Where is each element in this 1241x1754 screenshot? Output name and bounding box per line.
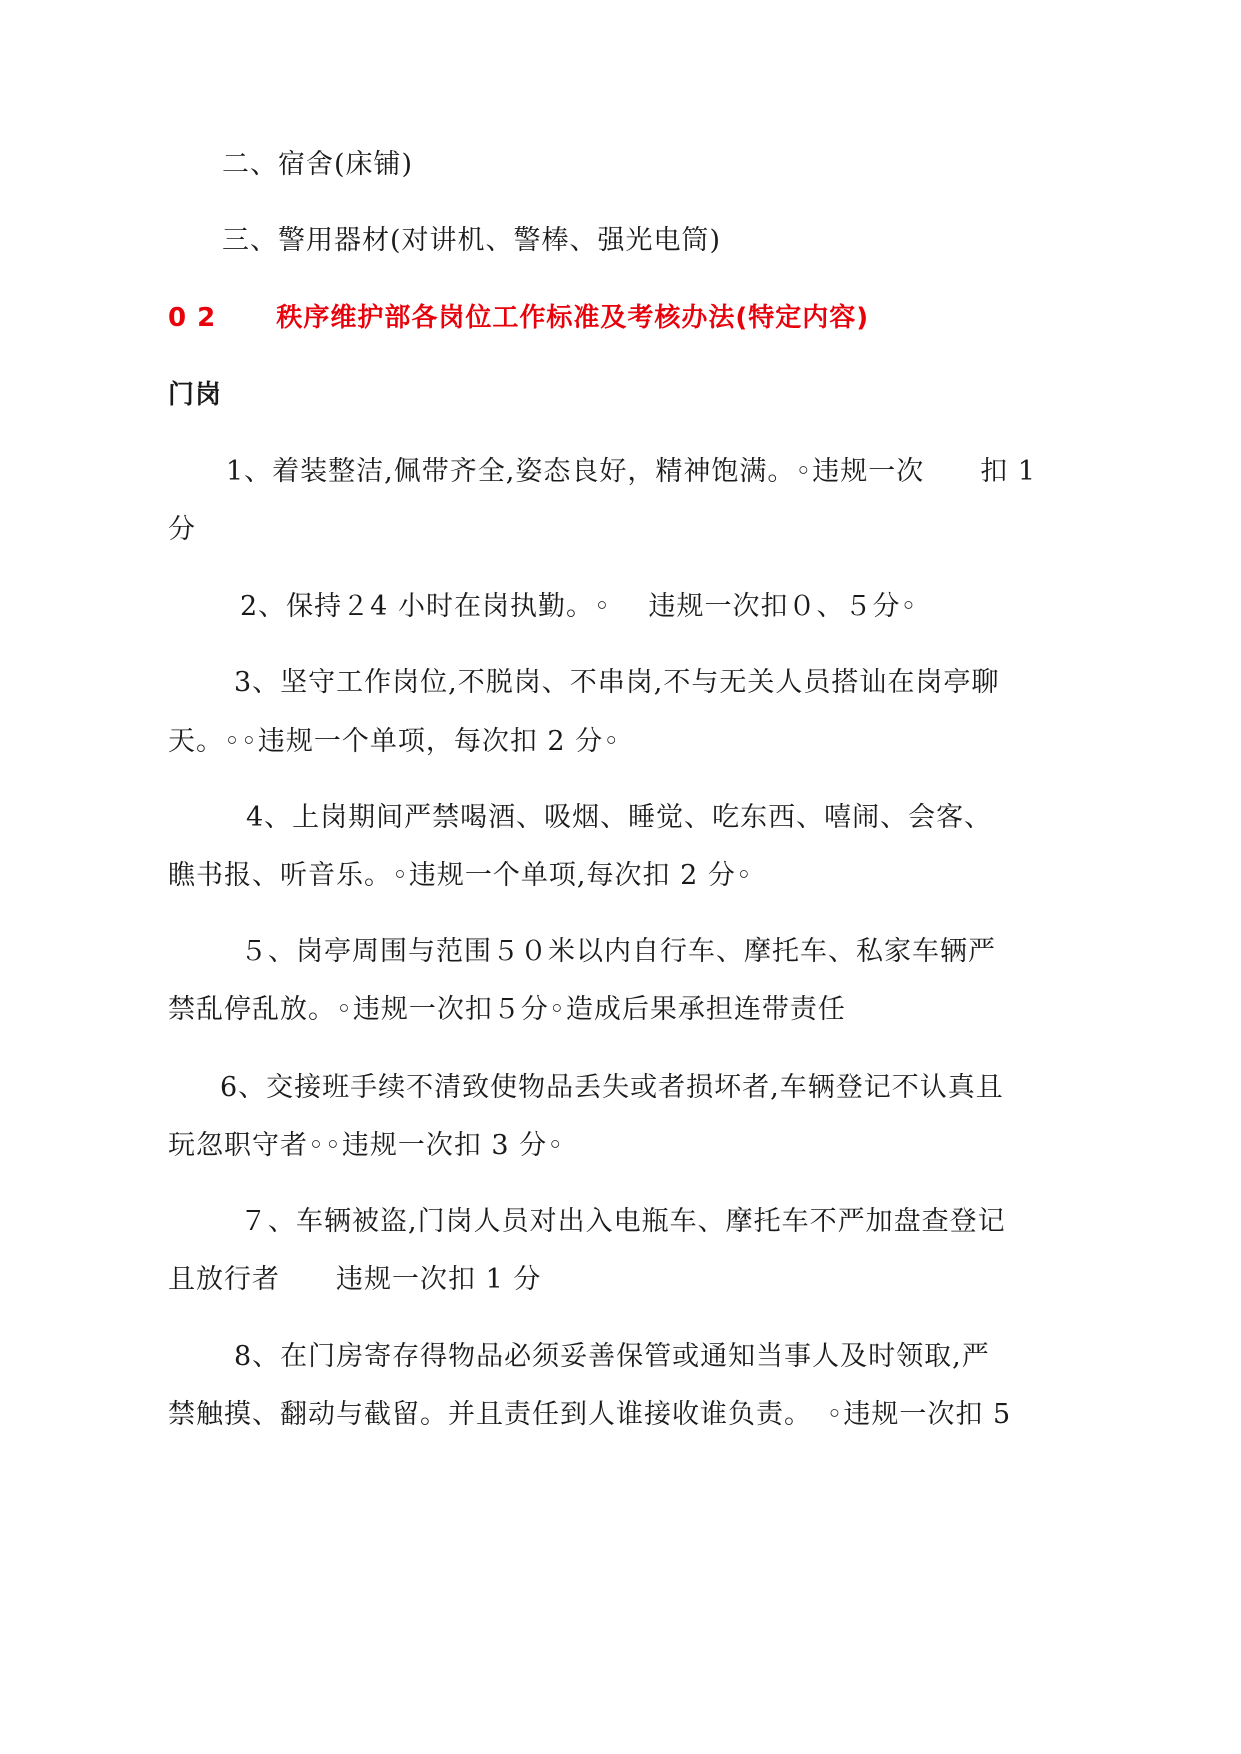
rule-4-line-1: 4、上岗期间严禁喝酒、吸烟、睡觉、吃东西、嘻闹、会客、 bbox=[246, 802, 993, 833]
section-heading bbox=[168, 301, 869, 335]
rule-3-line-1: 3、坚守工作岗位,不脱岗、不串岗,不与无关人员搭讪在岗亭聊 bbox=[234, 667, 1000, 698]
subsection-title-gate-post: 门岗 bbox=[168, 380, 223, 410]
section-heading-number: 0 2 bbox=[168, 303, 217, 333]
rule-5-line-1: ５、岗亭周围与范围５０米以内自行车、摩托车、私家车辆严 bbox=[240, 936, 996, 967]
rule-7-line-1: ７、车辆被盗,门岗人员对出入电瓶车、摩托车不严加盘查登记 bbox=[240, 1206, 1006, 1237]
rule-7-line-2: 且放行者 违规一次扣 1 分 bbox=[168, 1264, 542, 1295]
rule-6-line-2: 玩忽职守者◦◦违规一次扣 3 分◦ bbox=[168, 1130, 565, 1161]
rule-6-line-1: 6、交接班手续不清致使物品丢失或者损坏者,车辆登记不认真且 bbox=[220, 1072, 1004, 1103]
rule-8-line-2: 禁触摸、翻动与截留。并且责任到人谁接收谁负责。 ◦违规一次扣 5 bbox=[168, 1399, 1012, 1430]
intro-item-dormitory: 二、宿舍(床铺) bbox=[222, 149, 414, 180]
rule-3-line-2: 天。◦◦违规一个单项，每次扣 2 分◦ bbox=[168, 726, 621, 757]
section-heading-title: 秩序维护部各岗位工作标准及考核办法(特定内容) bbox=[276, 303, 870, 333]
rule-4-line-2: 瞧书报、听音乐。◦违规一个单项,每次扣 2 分◦ bbox=[168, 860, 753, 891]
rule-8-line-1: 8、在门房寄存得物品必须妥善保管或通知当事人及时领取,严 bbox=[234, 1341, 990, 1372]
intro-item-police-equipment: 三、警用器材(对讲机、警棒、强光电筒) bbox=[222, 225, 722, 256]
rule-1-line-1: 1、着装整洁,佩带齐全,姿态良好，精神饱满。◦违规一次 扣 1 bbox=[226, 456, 1037, 487]
rule-2-line-1: 2、保持２4 小时在岗执勤。◦ 违规一次扣０、５分◦ bbox=[240, 591, 918, 622]
rule-5-line-2: 禁乱停乱放。◦违规一次扣５分◦造成后果承担连带责任 bbox=[168, 994, 846, 1025]
rule-1-line-2: 分 bbox=[168, 514, 196, 545]
